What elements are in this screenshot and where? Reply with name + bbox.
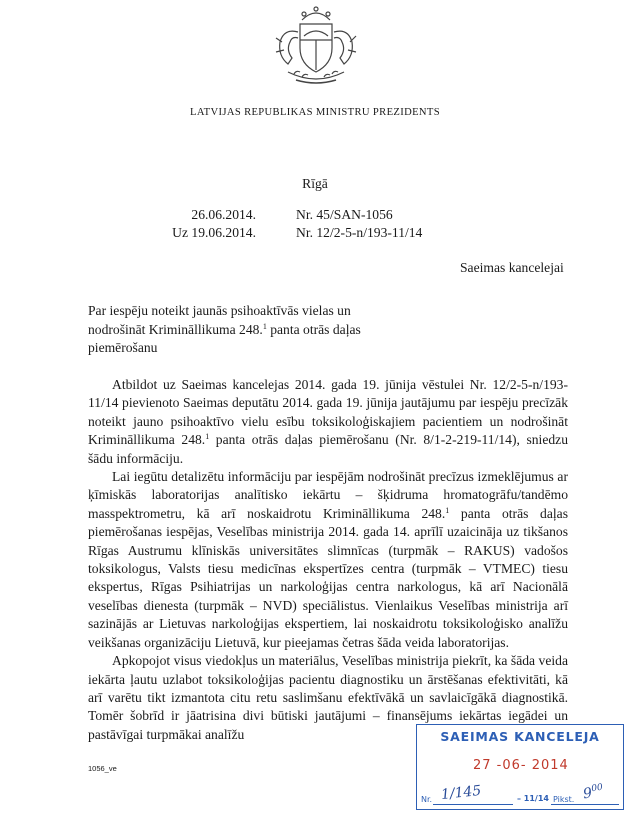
receipt-stamp	[416, 724, 624, 810]
stamp-date: 27 -06- 2014	[473, 758, 569, 773]
reply-to-number: Nr. 12/2-5-n/193-11/14	[296, 225, 423, 240]
stamp-title: SAEIMAS KANCELEJA	[440, 729, 600, 744]
place-of-issue: Rīgā	[302, 176, 328, 191]
letter-number: Nr. 45/SAN-1056	[296, 207, 393, 222]
body-paragraph: Atbildot uz Saeimas kancelejas 2014. gada 19. jūnija vēstulei Nr. 12/2-5-n/193-11/14 pievienoto Saeimas deputātu 2014. gada 19. jūnija jautājumu par iespēju precīzāk noteikt jauno psihoaktīvo vielu esību toksikoloģiskajiem pacientiem un nodrošināt Krimināllikuma 248.$^1$ panta otrās daļas piemērošanu (Nr. 8/1-2-219-11/14), sniedzu šādu informāciju.	[88, 377, 568, 466]
letter-date: 26.06.2014.	[191, 207, 256, 222]
stamp-nr-line	[433, 804, 513, 805]
stamp-year-suffix: – 11/14	[517, 794, 549, 803]
letter-body	[88, 376, 568, 744]
stamp-handwritten-number: 1/145	[440, 782, 483, 804]
stamp-pages-label: Pikst.	[553, 795, 575, 804]
reference-row-outgoing	[98, 206, 393, 224]
stamp-nr-label: Nr.	[421, 795, 433, 804]
reference-row-incoming	[98, 224, 423, 242]
letter-subject: Par iespēju noteikt jaunās psihoaktīvās vielas un nodrošināt Krimināllikuma 248.$^1$ panta otrās daļas piemērošanu	[88, 303, 361, 356]
reply-to-date: Uz 19.06.2014.	[172, 225, 256, 240]
body-paragraph: Apkopojot visus viedokļus un materiālus, Veselības ministrija piekrīt, ka šāda veida iekārta ļautu uzlabot toksikoloģijas pacientu diagnostiku un ārstēšanas efektivitāti, kā arī varētu tikt izmantota citu retu saslimšanu efektīvākā un savlaicīgākā diagnostikā. Tomēr šobrīd ir jāatrisina divi būtiski jautājumi – finansējums iekārtas iegādei un pastāvīgai turpmākai analīžu	[88, 653, 568, 742]
file-reference: 1056_ve	[88, 764, 117, 773]
stamp-pages-line	[551, 804, 619, 805]
body-paragraph: Lai iegūtu detalizētu informāciju par iespējām nodrošināt precīzus izmeklējumus ar ķīmiskās laboratorijas analītisko iekārtu – šķidruma hromatogrāfu/tandēmo masspektrometru, kā arī noskaidrotu Krimināllikuma 248.$^1$ panta otrās daļas piemērošanas iespējas, Veselības ministrija 2014. gada 14. aprīlī uzaicināja uz tikšanos Rīgas Austrumu klīniskās universitātes slimnīcas (turpmāk – RAKUS) vadošos toksikologus, Valsts tiesu medicīnas ekspertīzes centra (turpmāk – VTMEC) tiesu ekspertus, Rīgas Psihiatrijas un narkoloģijas centra narkologus, kā arī Nacionālā veselības dienesta (turpmāk – NVD) speciālistus. Vienlaikus Veselības ministrija arī sazinājās ar Lietuvas narkoloģijas ekspertiem, lai noskaidrotu toksikoloģisko analīžu veikšanas organizāciju Lietuvā, kur pieejamas četras šāda veida laboratorijas.	[88, 469, 568, 650]
addressee: Saeimas kancelejai	[460, 260, 564, 275]
stamp-time-minutes: 00	[590, 782, 604, 795]
latvian-coat-of-arms-icon	[266, 2, 366, 86]
stamp-handwritten-time	[582, 783, 605, 803]
stamp-time-hour: 9	[582, 785, 594, 803]
issuer-line: LATVIJAS REPUBLIKAS MINISTRU PREZIDENTS	[190, 107, 440, 118]
